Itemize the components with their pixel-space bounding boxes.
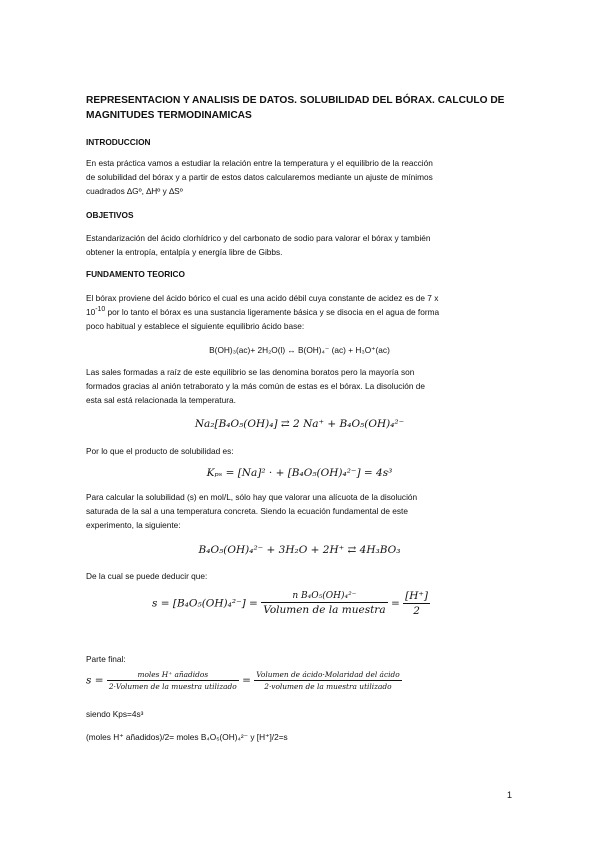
ksp-intro: Por lo que el producto de solubilidad es: xyxy=(86,446,234,456)
deduce-text: De la cual se puede deducir que: xyxy=(86,571,208,581)
intro-line-2: de solubilidad del bórax y a partir de estos datos calcularemos mediante un ajuste de mínimos xyxy=(86,172,433,182)
final-fraction-1-denominator: 2·Volumen de la muestra utilizado xyxy=(108,682,237,691)
final-fraction-1-numerator: moles H⁺ añadidos xyxy=(107,670,239,681)
fraction-1-numerator: n B₄O₅(OH)₄²⁻ xyxy=(261,591,387,603)
solubility-line-3: experimento, la siguiente: xyxy=(86,520,181,530)
final-equation: s = $\frac{\text{moles H⁺ añadidos}}{\text{2·Volumen de la muestra utilizado}}$ = $\frac{\text{Volumen de ácido·Molaridad del ácido}}{\text{2·volumen de la muestra utilizado}}$ xyxy=(86,670,400,691)
dissolution-equation: Na₂[B₄O₅(OH)₄] ⇄ 2 Na⁺ + B₄O₅(OH)₄²⁻ xyxy=(194,418,405,430)
fraction-1-denominator: Volumen de la muestra xyxy=(263,604,386,616)
theory-line-3: poco habitual y establece el siguiente equilibrio ácido base: xyxy=(86,321,305,331)
final-fraction-2-denominator: 2·volumen de la muestra utilizado xyxy=(264,682,392,691)
theory-p2-line-2: formados gracias al anión tetraborato y la más común de estas es el bórax. La disolución de xyxy=(86,381,425,391)
titration-equation: B₄O₅(OH)₄²⁻ + 3H₂O + 2H⁺ ⇄ 4H₃BO₃ xyxy=(198,544,401,556)
fraction-2-numerator: [H⁺] xyxy=(405,590,428,602)
last-line: (moles H⁺ añadidos)/2= moles B₄O₅(OH)₄²⁻ y [H⁺]/2=s xyxy=(86,732,288,742)
solubility-fraction-2 xyxy=(403,590,430,617)
final-fraction-1 xyxy=(107,670,239,691)
ksp-equation: Kₚₛ = [Na]² · + [B₄O₅(OH)₄²⁻] = 4s³ xyxy=(206,467,393,479)
final-fraction-2-numerator: Volumen de ácido·Molaridad del ácido xyxy=(256,670,400,679)
theory-line-1: El bórax proviene del ácido bórico el cual es una acido débil cuya constante de acidez es de 7 x xyxy=(86,293,439,303)
theory-line-2-rest: por lo tanto el bórax es una sustancia ligeramente básica y se disocia en el agua de forma xyxy=(105,307,440,317)
intro-line-1: En esta práctica vamos a estudiar la relación entre la temperatura y el equilibrio de la reacción xyxy=(86,158,433,168)
kps-line: siendo Kps=4s³ xyxy=(86,709,144,719)
equilibrium-equation: B(OH)₃(ac)+ 2H₂O(l) ↔ B(OH)₄⁻ (ac) + H₃O⁺(ac) xyxy=(209,345,390,355)
exponent: -10 xyxy=(95,306,106,314)
theory-line-2 xyxy=(86,306,518,318)
theory-p2-line-3: esta sal está relacionada la temperatura. xyxy=(86,395,236,405)
solubility-eq-left: s = [B₄O₅(OH)₄²⁻] = xyxy=(152,597,258,610)
intro-line-3: cuadrados ∆Gº, ∆Hº y ∆Sº xyxy=(86,186,183,196)
intro-heading: INTRODUCCION xyxy=(86,137,151,147)
theory-heading: FUNDAMENTO TEORICO xyxy=(86,269,185,279)
solubility-fraction-1 xyxy=(261,591,387,616)
objectives-line-1: Estandarización del ácido clorhídrico y del carbonato de sodio para valorar el bórax y también xyxy=(86,233,431,243)
page-number: 1 xyxy=(507,790,513,800)
final-heading: Parte final: xyxy=(86,654,126,664)
objectives-heading: OBJETIVOS xyxy=(86,210,134,220)
final-s: s = xyxy=(86,674,104,687)
title-line-2: MAGNITUDES TERMODINAMICAS xyxy=(86,109,252,121)
fraction-2-denominator: 2 xyxy=(413,605,420,617)
exponent-base: 10 xyxy=(86,307,96,317)
solubility-equation: s = [B₄O₅(OH)₄²⁻] = $\frac{\text{n B₄O₅(OH)₄²⁻}}{\text{Volumen de la muestra}}$ = $\frac{[H^+]}{2}$ xyxy=(152,590,428,617)
title-line-1: REPRESENTACION Y ANALISIS DE DATOS. SOLUBILIDAD DEL BÓRAX. CALCULO DE xyxy=(86,95,505,106)
document-title xyxy=(86,94,518,123)
objectives-line-2: obtener la entropía, entalpía y energía libre de Gibbs. xyxy=(86,247,283,257)
solubility-line-1: Para calcular la solubilidad (s) en mol/L, sólo hay que valorar una alícuota de la disolución xyxy=(86,492,418,502)
final-fraction-2 xyxy=(254,670,401,691)
theory-p2-line-1: Las sales formadas a raíz de este equilibrio se las denomina boratos pero la mayoría son xyxy=(86,367,415,377)
solubility-line-2: saturada de la sal a una temperatura concreta. Siendo la ecuación fundamental de este xyxy=(86,506,408,516)
